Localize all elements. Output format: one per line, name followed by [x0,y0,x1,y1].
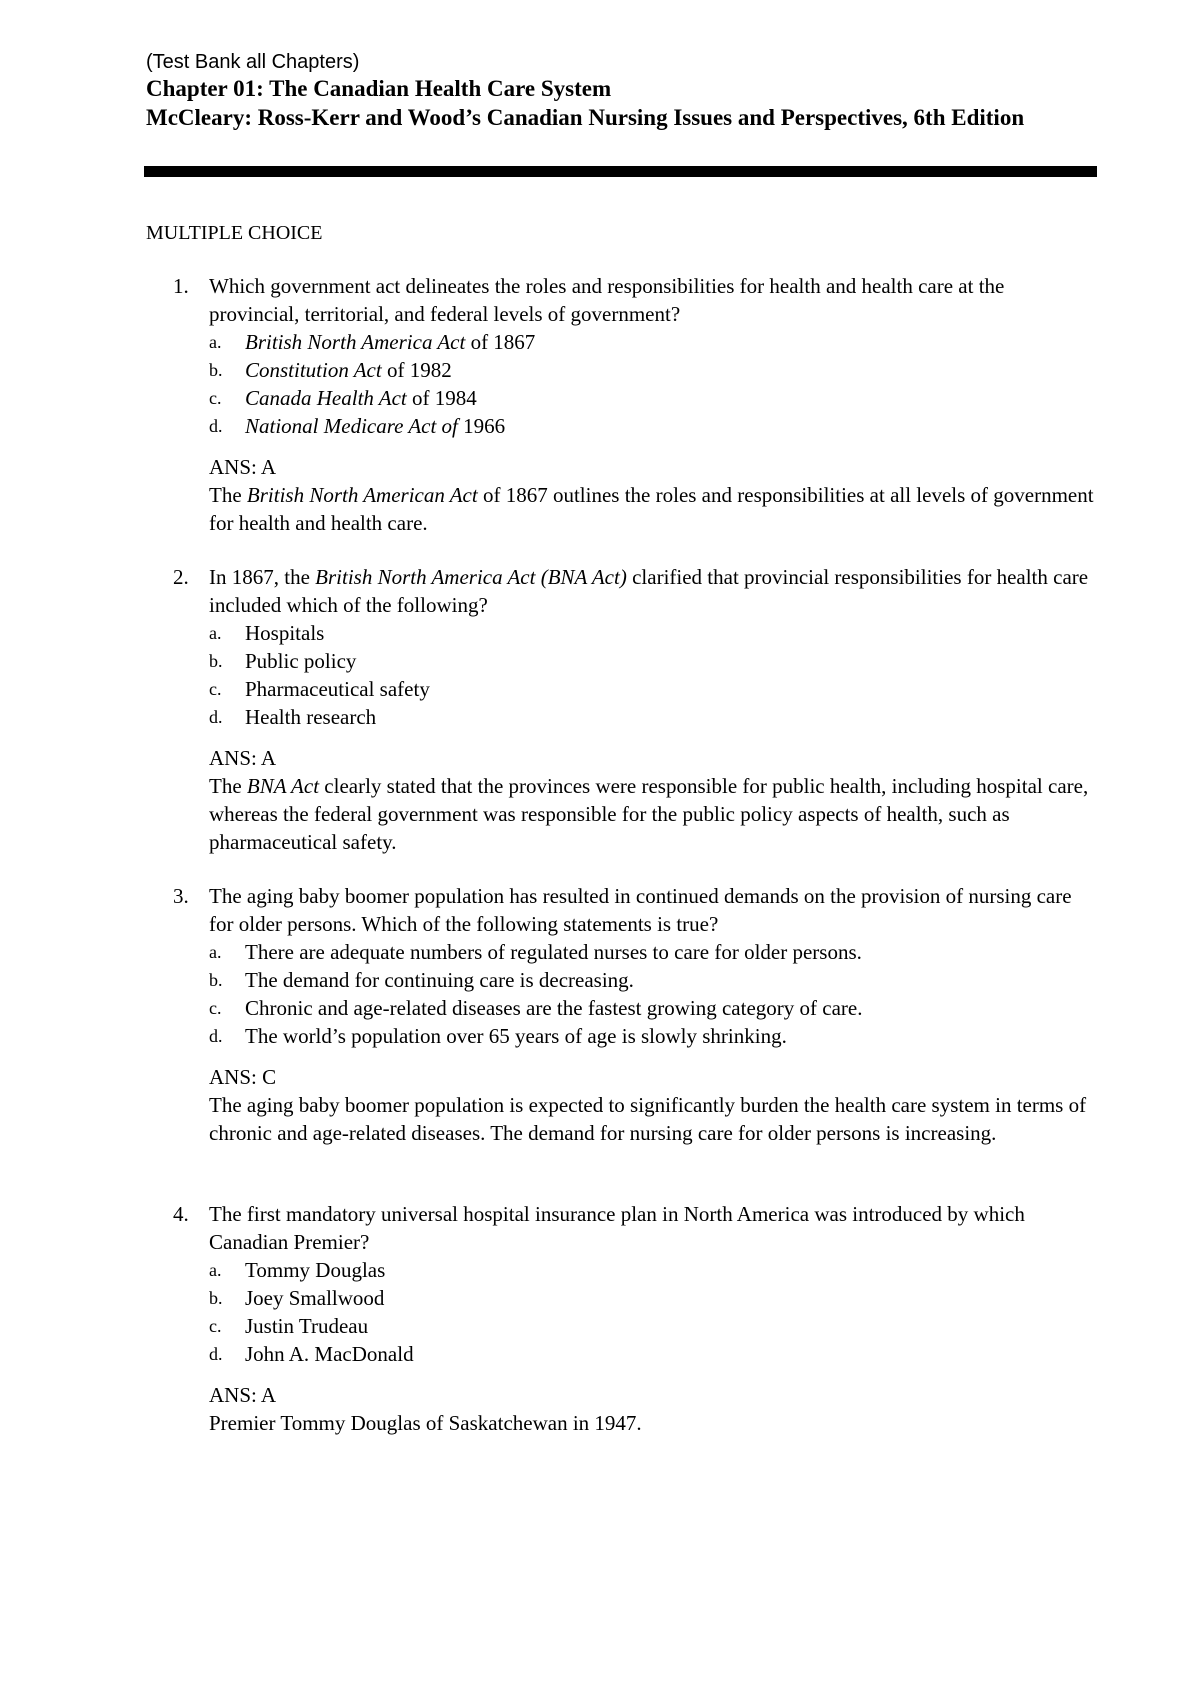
option [209,1340,1096,1368]
book-title: McCleary: Ross-Kerr and Wood’s Canadian Nursing Issues and Perspectives, 6th Edition [146,105,1025,130]
option-italic: National Medicare Act of [245,414,458,438]
option-letter: d. [209,416,223,436]
document-header [146,50,1096,132]
option-rest: of 1984 [406,386,477,410]
rationale-post: clearly stated that the provinces were responsible for public health, including hospital care, whereas the federal government was responsible for the public policy aspects of health, such as pharmaceutical safety. [209,774,1089,854]
option [209,356,1096,384]
option-text: The world’s population over 65 years of age is slowly shrinking. [245,1024,787,1048]
question-text [209,563,1096,619]
option-letter: a. [209,623,222,643]
answer-block [209,1381,1096,1437]
option-text: Hospitals [245,621,325,645]
option-letter: a. [209,1260,222,1280]
option-letter: b. [209,970,223,990]
option-text [245,356,452,384]
section-label: MULTIPLE CHOICE [146,222,323,244]
rationale: The aging baby boomer population is expected to significantly burden the health care system in terms of chronic and age-related diseases. The demand for nursing care for older persons is increasing. [209,1093,1087,1145]
question-2 [146,563,1096,856]
rationale-post: of 1867 outlines the roles and responsibilities at all levels of government for health and health care. [209,483,1094,535]
option-rest: of 1867 [465,330,536,354]
option-letter: a. [209,942,222,962]
question-text: Which government act delineates the roles and responsibilities for health and health care at the provincial, territorial, and federal levels of government? [209,274,1005,326]
option-list [209,328,1096,440]
answer-key: ANS: C [209,1065,277,1089]
question-1 [146,272,1096,537]
option-text: There are adequate numbers of regulated nurses to care for older persons. [245,940,862,964]
option-letter: d. [209,1344,223,1364]
option-letter: c. [209,679,222,699]
option-letter: b. [209,360,223,380]
rationale-italic: British North American Act [246,483,478,507]
rationale [209,481,1096,537]
option [209,647,1096,675]
option-list [209,938,1096,1050]
option [209,412,1096,440]
header-rule [144,166,1097,177]
option [209,1312,1096,1340]
question-text-italic: British North America Act (BNA Act) [315,565,627,589]
option-text: Health research [245,705,377,729]
option [209,1256,1096,1284]
question-number: 3. [173,884,189,908]
option-text: Joey Smallwood [245,1286,385,1310]
rationale [209,772,1096,856]
option-text: John A. MacDonald [245,1342,414,1366]
option-text [245,384,477,412]
option-text: Tommy Douglas [245,1258,386,1282]
question-text-pre: In 1867, the [209,565,316,589]
question-text-post: clarified that provincial responsibilities for health care included which of the following? [209,565,1089,617]
rationale: Premier Tommy Douglas of Saskatchewan in 1947. [209,1411,642,1435]
option-list [209,1256,1096,1368]
option-letter: d. [209,707,223,727]
option-letter: c. [209,388,222,408]
pre-title: (Test Bank all Chapters) [146,51,360,73]
option [209,1284,1096,1312]
option-text: The demand for continuing care is decreasing. [245,968,634,992]
option [209,966,1096,994]
question-number: 1. [173,274,189,298]
option-text [245,328,535,356]
option-italic: British North America Act [245,330,466,354]
rationale-pre: The [209,483,247,507]
question-4 [146,1200,1096,1437]
option-text: Chronic and age-related diseases are the fastest growing category of care. [245,996,863,1020]
option [209,675,1096,703]
question-number: 2. [173,565,189,589]
option-rest: of 1982 [381,358,452,382]
option [209,619,1096,647]
option-text: Justin Trudeau [245,1314,369,1338]
option-text: Pharmaceutical safety [245,677,430,701]
chapter-title: Chapter 01: The Canadian Health Care System [146,76,612,101]
answer-key: ANS: A [209,1383,277,1407]
option-text [245,412,505,440]
question-text: The aging baby boomer population has resulted in continued demands on the provision of nursing care for older persons. Which of the following statements is true? [209,884,1072,936]
option-letter: b. [209,1288,223,1308]
option-letter: a. [209,332,222,352]
option-italic: Canada Health Act [245,386,407,410]
question-3 [146,882,1096,1147]
option-letter: c. [209,998,222,1018]
option-letter: b. [209,651,223,671]
option [209,994,1096,1022]
rationale-italic: BNA Act [246,774,320,798]
option-rest: 1966 [457,414,506,438]
option-letter: d. [209,1026,223,1046]
answer-block [209,453,1096,537]
option [209,938,1096,966]
option [209,1022,1096,1050]
question-number: 4. [173,1202,189,1226]
option [209,703,1096,731]
option [209,384,1096,412]
option-text: Public policy [245,649,357,673]
option-list [209,619,1096,731]
answer-block [209,1063,1096,1147]
question-text: The first mandatory universal hospital insurance plan in North America was introduced by which Canadian Premier? [209,1202,1025,1254]
rationale-pre: The [209,774,247,798]
answer-key: ANS: A [209,746,277,770]
option-italic: Constitution Act [245,358,382,382]
answer-block [209,744,1096,856]
option [209,328,1096,356]
answer-key: ANS: A [209,455,277,479]
option-letter: c. [209,1316,222,1336]
